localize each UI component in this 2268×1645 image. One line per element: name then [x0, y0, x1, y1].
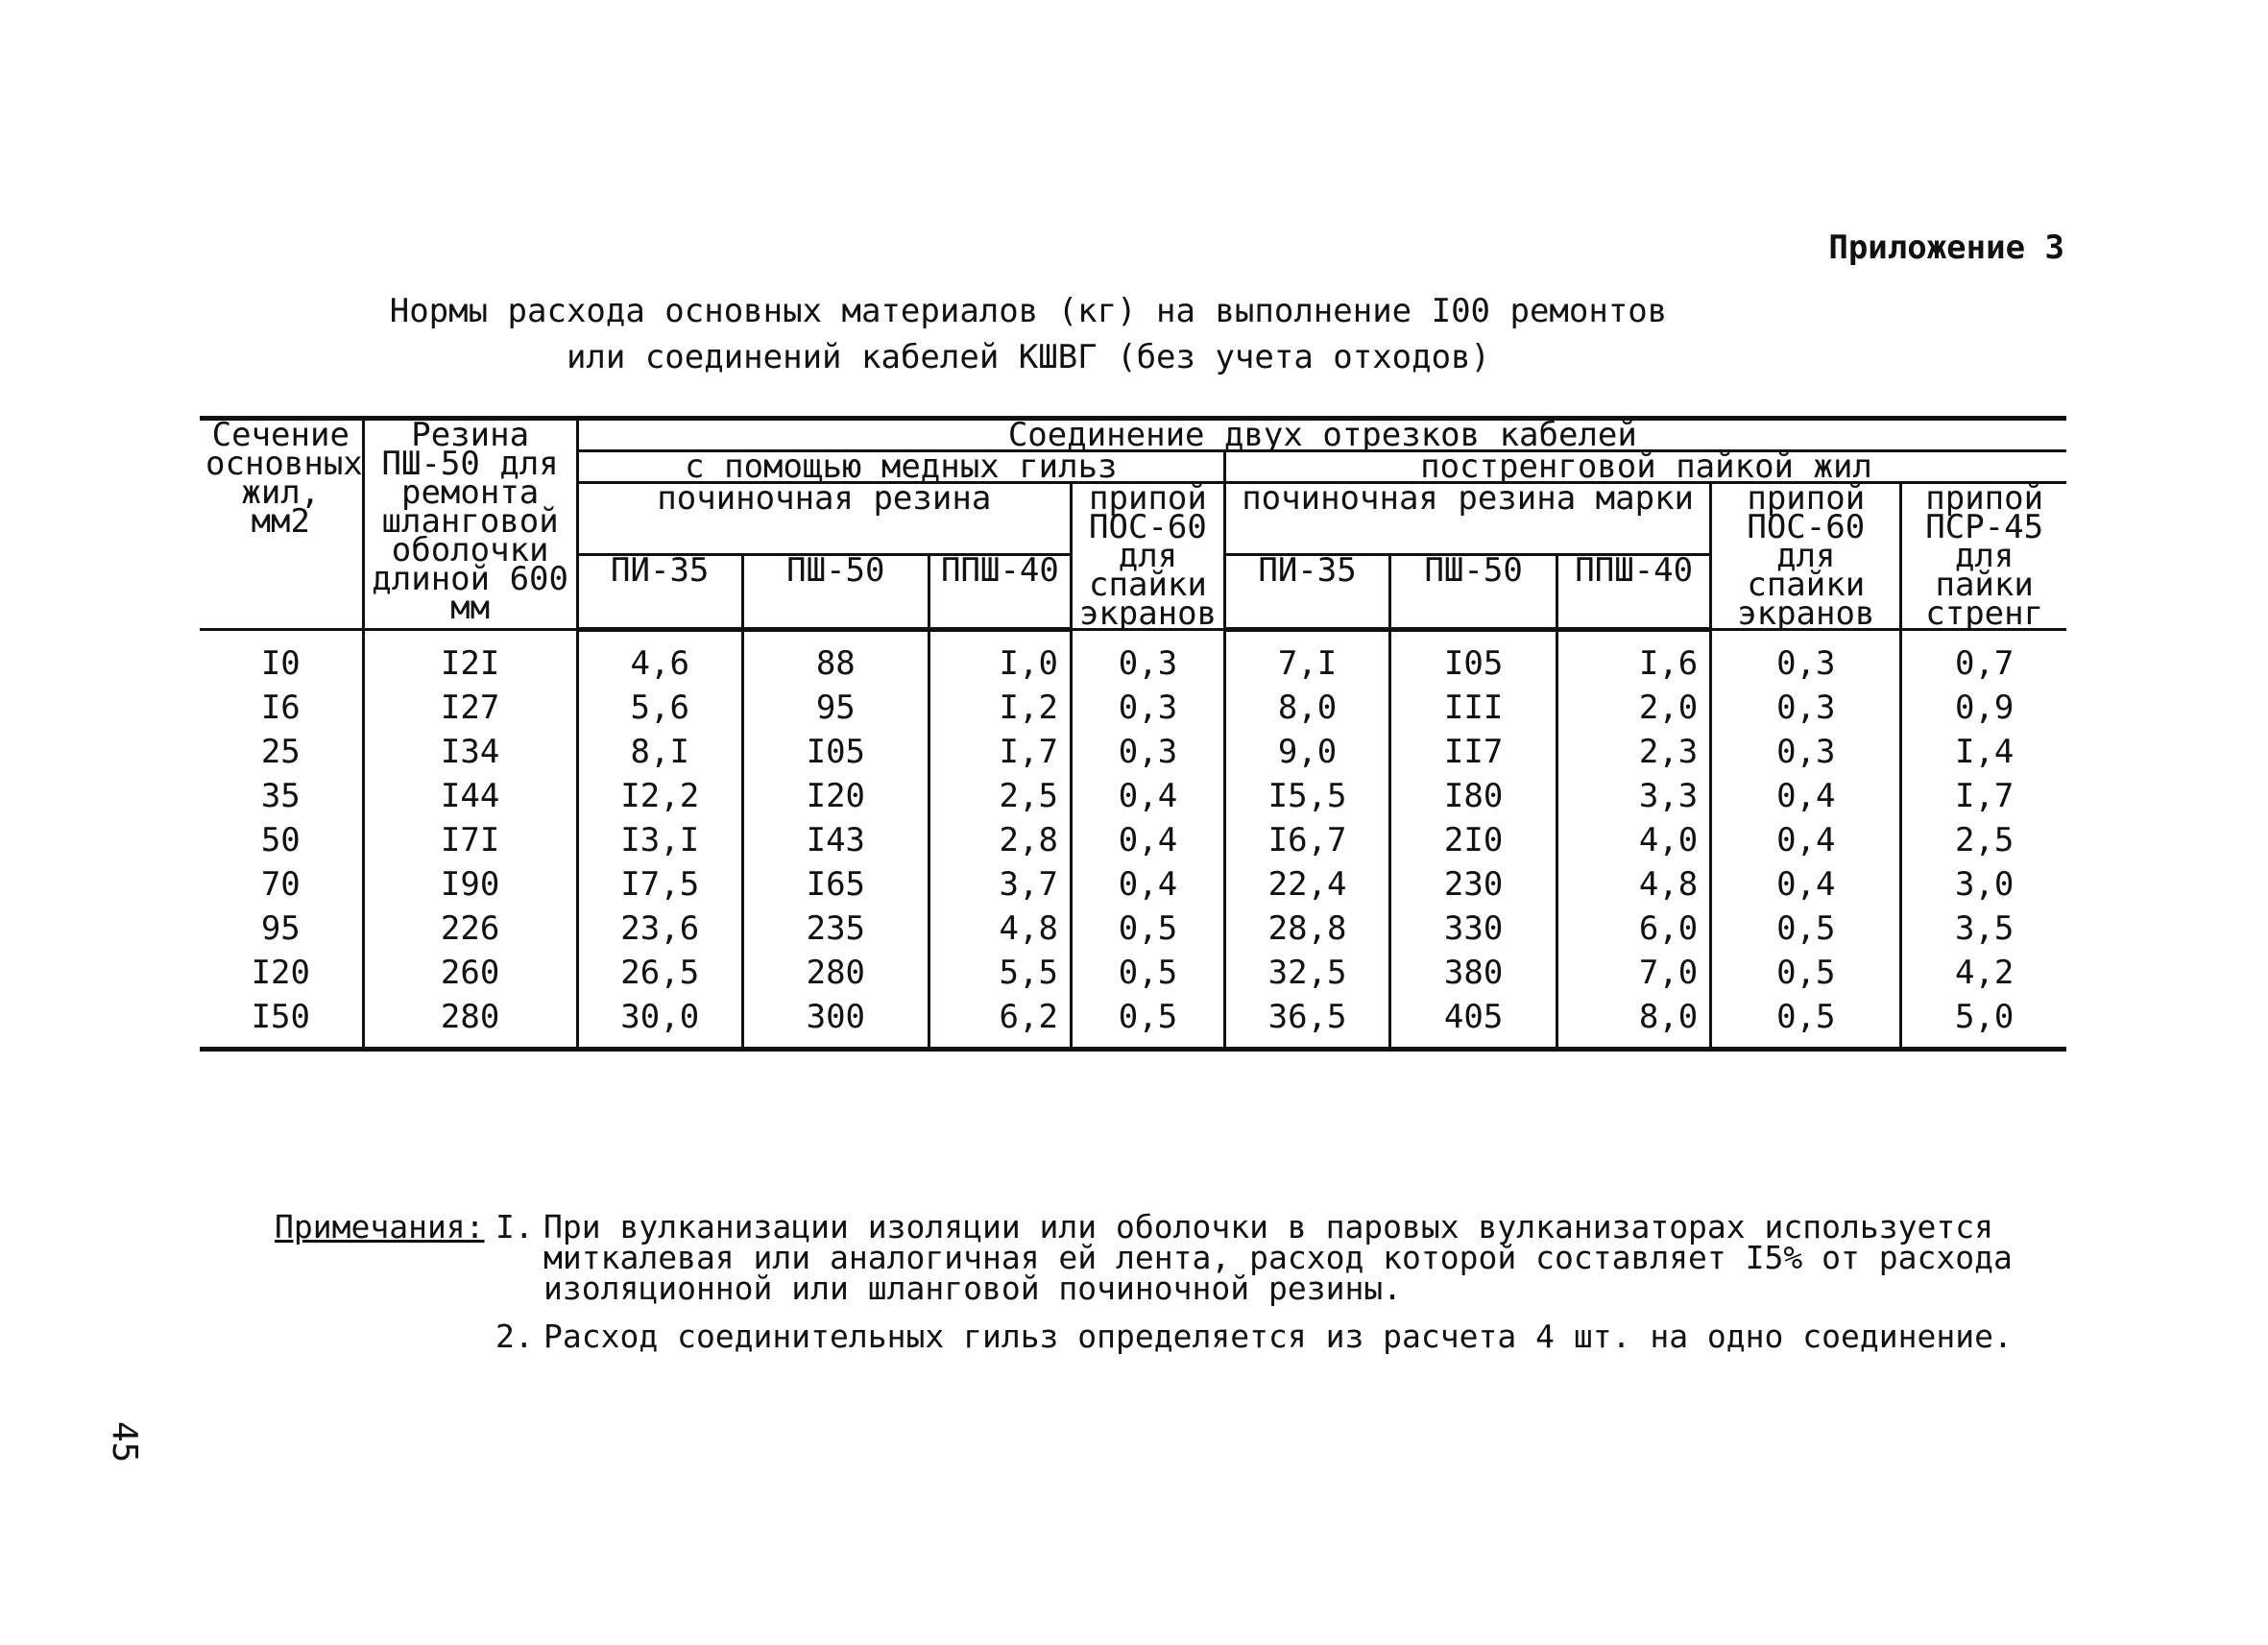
table-cell: I0: [200, 630, 363, 687]
table-cell: 2,5: [1901, 818, 2066, 862]
table-cell: 0,4: [1711, 774, 1901, 818]
table-cell: 3,0: [1901, 862, 2066, 907]
header-repair-rubber-brand: починочная резина марки: [1225, 483, 1711, 555]
table-cell: 0,3: [1071, 630, 1224, 687]
header-strand-soldering: постренговой пайкой жил: [1225, 451, 2067, 483]
table-cell: I,7: [929, 730, 1071, 774]
table-cell: 0,4: [1711, 862, 1901, 907]
table-cell: 0,7: [1901, 630, 2066, 687]
table-cell: 25: [200, 730, 363, 774]
header-brand-psh50: ПШ-50: [742, 555, 929, 630]
table-cell: 0,3: [1711, 630, 1901, 687]
table-cell: 0,3: [1071, 686, 1224, 730]
title-line-2: или соединений кабелей КШВГ (без учета отходов): [566, 338, 1491, 376]
header-solder-pos60-screens: припой ПОС-60 для спайки экранов: [1071, 483, 1224, 630]
table-cell: I2I: [363, 630, 577, 687]
table-cell: I3,I: [577, 818, 742, 862]
table-cell: 280: [742, 951, 929, 995]
header-cable-join: Соединение двух отрезков кабелей: [577, 419, 2066, 451]
table-cell: 70: [200, 862, 363, 907]
header-solder-pos60-screens-2: припой ПОС-60 для спайки экранов: [1711, 483, 1901, 630]
table-cell: I44: [363, 774, 577, 818]
table-row: [200, 730, 2066, 774]
table-row: [200, 630, 2066, 687]
table-cell: 8,I: [577, 730, 742, 774]
table-cell: 2,8: [929, 818, 1071, 862]
table-body: [200, 630, 2066, 1050]
table-cell: I27: [363, 686, 577, 730]
table-cell: 0,4: [1071, 774, 1224, 818]
table-cell: 0,5: [1071, 951, 1224, 995]
table-cell: 7,0: [1557, 951, 1711, 995]
table-cell: 0,4: [1711, 818, 1901, 862]
table-cell: 8,0: [1557, 995, 1711, 1050]
table-cell: 0,9: [1901, 686, 2066, 730]
table-cell: I6,7: [1225, 818, 1390, 862]
table-cell: I20: [742, 774, 929, 818]
table-cell: 5,6: [577, 686, 742, 730]
table-cell: 6,2: [929, 995, 1071, 1050]
table-cell: 95: [742, 686, 929, 730]
table-cell: 0,5: [1711, 995, 1901, 1050]
table-row: [200, 907, 2066, 951]
table-cell: 28,8: [1225, 907, 1390, 951]
table-cell: I2,2: [577, 774, 742, 818]
table-row: [200, 686, 2066, 730]
table-row: [200, 951, 2066, 995]
table-cell: 26,5: [577, 951, 742, 995]
table-cell: 380: [1390, 951, 1557, 995]
table-cell: I90: [363, 862, 577, 907]
notes: [275, 1208, 2080, 1355]
table-cell: I20: [200, 951, 363, 995]
table-cell: I7,5: [577, 862, 742, 907]
table-cell: 0,3: [1071, 730, 1224, 774]
table-cell: 22,4: [1225, 862, 1390, 907]
table-cell: I,6: [1557, 630, 1711, 687]
table-row: [200, 774, 2066, 818]
table-cell: 30,0: [577, 995, 742, 1050]
table-cell: I,2: [929, 686, 1071, 730]
table-cell: 4,2: [1901, 951, 2066, 995]
table-cell: I05: [1390, 630, 1557, 687]
table-cell: 8,0: [1225, 686, 1390, 730]
table-cell: 4,8: [929, 907, 1071, 951]
header-brand-ppsh40: ППШ-40: [929, 555, 1071, 630]
materials-norms-table: [200, 416, 2066, 1052]
table-cell: 300: [742, 995, 929, 1050]
table-cell: 9,0: [1225, 730, 1390, 774]
table-cell: 32,5: [1225, 951, 1390, 995]
table-cell: 0,4: [1071, 862, 1224, 907]
table-cell: I6: [200, 686, 363, 730]
header-brand-psh50-2: ПШ-50: [1390, 555, 1557, 630]
table-cell: 0,5: [1711, 951, 1901, 995]
table-cell: 5,5: [929, 951, 1071, 995]
table-cell: II7: [1390, 730, 1557, 774]
table-cell: 0,3: [1711, 686, 1901, 730]
table-cell: I43: [742, 818, 929, 862]
page-number: 45: [105, 1421, 144, 1464]
table-cell: 0,5: [1071, 995, 1224, 1050]
table-cell: 2,0: [1557, 686, 1711, 730]
table-cell: 226: [363, 907, 577, 951]
table-cell: 3,3: [1557, 774, 1711, 818]
table-cell: 405: [1390, 995, 1557, 1050]
table-cell: 330: [1390, 907, 1557, 951]
note-2-text: Расход соединительных гильз определяется из расчета 4 шт. на одно соединение.: [543, 1318, 2013, 1355]
title-line-1: Нормы расхода основных материалов (кг) на выполнение I00 ремонтов: [389, 292, 1668, 330]
header-section: Сечение основных жил, мм2: [200, 419, 363, 630]
table-cell: 235: [742, 907, 929, 951]
header-repair-rubber: починочная резина: [577, 483, 1071, 555]
table-cell: 280: [363, 995, 577, 1050]
table-cell: 2,3: [1557, 730, 1711, 774]
header-solder-psr45: припой ПСР-45 для пайки стренг: [1901, 483, 2066, 630]
table-cell: 7,I: [1225, 630, 1390, 687]
table-cell: I7I: [363, 818, 577, 862]
table-cell: 3,7: [929, 862, 1071, 907]
table-cell: 50: [200, 818, 363, 862]
table-cell: 3,5: [1901, 907, 2066, 951]
header-brand-pi35-2: ПИ-35: [1225, 555, 1390, 630]
table-cell: 2,5: [929, 774, 1071, 818]
table-cell: I65: [742, 862, 929, 907]
note-2: [275, 1318, 2080, 1355]
table-cell: 4,0: [1557, 818, 1711, 862]
notes-heading: Примечания:: [275, 1208, 485, 1246]
table-cell: 36,5: [1225, 995, 1390, 1050]
header-copper-sleeves: с помощью медных гильз: [577, 451, 1224, 483]
table-cell: 0,4: [1071, 818, 1224, 862]
table-cell: I05: [742, 730, 929, 774]
table-cell: 95: [200, 907, 363, 951]
table-cell: 0,5: [1711, 907, 1901, 951]
table-cell: I50: [200, 995, 363, 1050]
table-cell: 35: [200, 774, 363, 818]
table-cell: 230: [1390, 862, 1557, 907]
table-cell: 0,3: [1711, 730, 1901, 774]
table-cell: 23,6: [577, 907, 742, 951]
table-cell: 5,0: [1901, 995, 2066, 1050]
note-1-text: При вулканизации изоляции или оболочки в паровых вулканизаторах используется миткалевая или аналогичная ей лента, расход которой составляет I5% от расхода изоляционной или шланговой починочной резины.: [543, 1208, 2013, 1307]
table-cell: 6,0: [1557, 907, 1711, 951]
table-cell: III: [1390, 686, 1557, 730]
table-cell: I34: [363, 730, 577, 774]
table-row: [200, 862, 2066, 907]
note-1-number: I.: [495, 1208, 534, 1246]
appendix-label: Приложение 3: [1828, 229, 2064, 267]
table-cell: 2I0: [1390, 818, 1557, 862]
table-row: [200, 995, 2066, 1050]
table-cell: 4,8: [1557, 862, 1711, 907]
document-title: [0, 288, 2268, 380]
table-cell: 0,5: [1071, 907, 1224, 951]
table-cell: 260: [363, 951, 577, 995]
header-brand-pi35: ПИ-35: [577, 555, 742, 630]
table-cell: 4,6: [577, 630, 742, 687]
table-cell: I,4: [1901, 730, 2066, 774]
table-cell: I,0: [929, 630, 1071, 687]
table-cell: I5,5: [1225, 774, 1390, 818]
table-cell: I,7: [1901, 774, 2066, 818]
header-rubber-sheath: Резина ПШ-50 для ремонта шланговой оболочки длиной 600 мм: [363, 419, 577, 630]
table-cell: I80: [1390, 774, 1557, 818]
header-brand-ppsh40-2: ППШ-40: [1557, 555, 1711, 630]
table-cell: 88: [742, 630, 929, 687]
note-2-number: 2.: [495, 1318, 534, 1355]
note-1: [275, 1208, 2080, 1307]
table-row: [200, 818, 2066, 862]
